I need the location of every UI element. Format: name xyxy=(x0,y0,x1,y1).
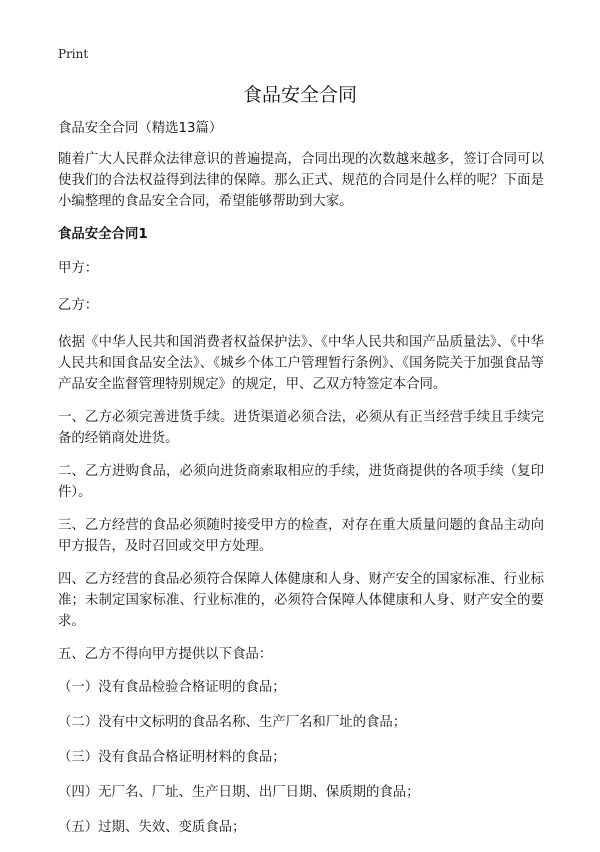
clause-paragraph: 五、乙方不得向甲方提供以下食品： xyxy=(58,647,273,662)
clause-paragraph: 二、乙方进购食品，必须向进货商索取相应的手续，进货商提供的各项手续（复印件）。 xyxy=(58,464,544,500)
clause-paragraph: 三、乙方经营的食品必须随时接受甲方的检查，对存在重大质量问题的食品主动向甲方报告，及时召回或交甲方处理。 xyxy=(58,518,544,554)
list-item: （二）没有中文标明的食品名称、生产厂名和厂址的食品； xyxy=(58,715,407,730)
document-title: 食品安全合同 xyxy=(242,84,357,106)
list-item: （一）没有食品检验合格证明的食品； xyxy=(58,680,286,695)
party-a-line: 甲方： xyxy=(58,261,99,276)
list-item: （五）过期、失效、变质食品； xyxy=(58,820,246,835)
document-body xyxy=(58,118,544,852)
section-heading: 食品安全合同1 xyxy=(58,227,148,242)
clause-paragraph: 依据《中华人民共和国消费者权益保护法》、《中华人民共和国产品质量法》、《中华人民共和国食品安全法》、《城乡个体工户管理暂行条例》、《国务院关于加强食品等产品安全监督管理特别规定》的规定，甲、乙双方特签定本合同。 xyxy=(58,335,544,392)
list-item: （四）无厂名、厂址、生产日期、出厂日期、保质期的食品； xyxy=(58,785,420,800)
list-item: （三）没有食品合格证明材料的食品； xyxy=(58,750,286,765)
clause-paragraph: 一、乙方必须完善进货手续。进货渠道必须合法，必须从有正当经营手续且手续完备的经销商处进货。 xyxy=(58,410,544,446)
clause-paragraph: 四、乙方经营的食品必须符合保障人体健康和人身、财产安全的国家标准、行业标准；未制定国家标准、行业标准的，必须符合保障人体健康和人身、财产安全的要求。 xyxy=(58,572,544,629)
print-link[interactable]: Print xyxy=(58,47,89,61)
intro-paragraph: 随着广大人民群众法律意识的普遍提高，合同出现的次数越来越多，签订合同可以使我们的合法权益得到法律的保障。那么正式、规范的合同是什么样的呢？下面是小编整理的食品安全合同，希望能够帮助到大家。 xyxy=(58,152,544,209)
party-b-line: 乙方： xyxy=(58,298,99,313)
document-subtitle: 食品安全合同（精选13篇） xyxy=(58,121,223,136)
